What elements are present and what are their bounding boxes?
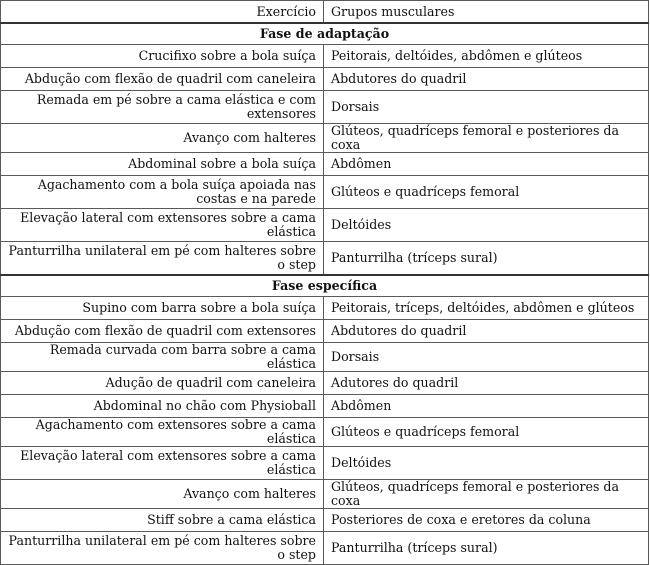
- muscles-cell: Adutores do quadril: [324, 372, 649, 395]
- exercise-cell: Agachamento com extensores sobre a cama elástica: [1, 418, 324, 447]
- muscles-cell: Abdutores do quadril: [324, 320, 649, 343]
- muscles-cell: Peitorais, tríceps, deltóides, abdômen e glúteos: [324, 297, 649, 320]
- table-row: [1, 209, 649, 242]
- table-row: [1, 418, 649, 447]
- exercise-cell: Panturrilha unilateral em pé com halteres sobre o step: [1, 242, 324, 276]
- table-row: [1, 395, 649, 418]
- exercise-cell: Avanço com halteres: [1, 124, 324, 153]
- muscles-cell: Deltóides: [324, 209, 649, 242]
- table-row: [1, 447, 649, 480]
- table-row: [1, 509, 649, 532]
- table-row: [1, 480, 649, 509]
- table-row: [1, 320, 649, 343]
- table-row: [1, 45, 649, 68]
- header-exercise: Exercício: [1, 1, 324, 24]
- table-header-row: [1, 1, 649, 24]
- exercise-cell: Remada em pé sobre a cama elástica e com extensores: [1, 91, 324, 124]
- exercise-cell: Supino com barra sobre a bola suíça: [1, 297, 324, 320]
- exercise-cell: Abdução com flexão de quadril com caneleira: [1, 68, 324, 91]
- exercise-cell: Avanço com halteres: [1, 480, 324, 509]
- table-row: [1, 91, 649, 124]
- header-muscles: Grupos musculares: [324, 1, 649, 24]
- muscles-cell: Abdômen: [324, 395, 649, 418]
- table-row: [1, 297, 649, 320]
- exercise-cell: Elevação lateral com extensores sobre a cama elástica: [1, 447, 324, 480]
- table-row: [1, 124, 649, 153]
- muscles-cell: Deltóides: [324, 447, 649, 480]
- table-row: [1, 372, 649, 395]
- muscles-cell: Glúteos, quadríceps femoral e posteriores da coxa: [324, 124, 649, 153]
- exercise-cell: Adução de quadril com caneleira: [1, 372, 324, 395]
- muscles-cell: Dorsais: [324, 91, 649, 124]
- exercise-cell: Abdominal no chão com Physioball: [1, 395, 324, 418]
- muscles-cell: Panturrilha (tríceps sural): [324, 532, 649, 565]
- exercise-cell: Panturrilha unilateral em pé com halteres sobre o step: [1, 532, 324, 565]
- muscles-cell: Abdutores do quadril: [324, 68, 649, 91]
- table-row: [1, 153, 649, 176]
- exercise-cell: Remada curvada com barra sobre a cama elástica: [1, 343, 324, 372]
- muscles-cell: Abdômen: [324, 153, 649, 176]
- table-row: [1, 532, 649, 565]
- muscles-cell: Dorsais: [324, 343, 649, 372]
- table-row: [1, 176, 649, 209]
- phase-title: Fase de adaptação: [1, 23, 649, 45]
- muscles-cell: Glúteos, quadríceps femoral e posteriores da coxa: [324, 480, 649, 509]
- exercise-cell: Abdominal sobre a bola suíça: [1, 153, 324, 176]
- exercise-cell: Crucifixo sobre a bola suíça: [1, 45, 324, 68]
- phase-header-specific: [1, 275, 649, 297]
- exercise-cell: Stiff sobre a cama elástica: [1, 509, 324, 532]
- exercise-cell: Abdução com flexão de quadril com extensores: [1, 320, 324, 343]
- exercise-cell: Elevação lateral com extensores sobre a cama elástica: [1, 209, 324, 242]
- phase-title: Fase específica: [1, 275, 649, 297]
- exercise-cell: Agachamento com a bola suíça apoiada nas costas e na parede: [1, 176, 324, 209]
- muscles-cell: Posteriores de coxa e eretores da coluna: [324, 509, 649, 532]
- muscles-cell: Glúteos e quadríceps femoral: [324, 176, 649, 209]
- table-row: [1, 343, 649, 372]
- muscles-cell: Glúteos e quadríceps femoral: [324, 418, 649, 447]
- phase-header-adaptation: [1, 23, 649, 45]
- muscles-cell: Panturrilha (tríceps sural): [324, 242, 649, 276]
- table-row: [1, 68, 649, 91]
- muscles-cell: Peitorais, deltóides, abdômen e glúteos: [324, 45, 649, 68]
- table-row: [1, 242, 649, 276]
